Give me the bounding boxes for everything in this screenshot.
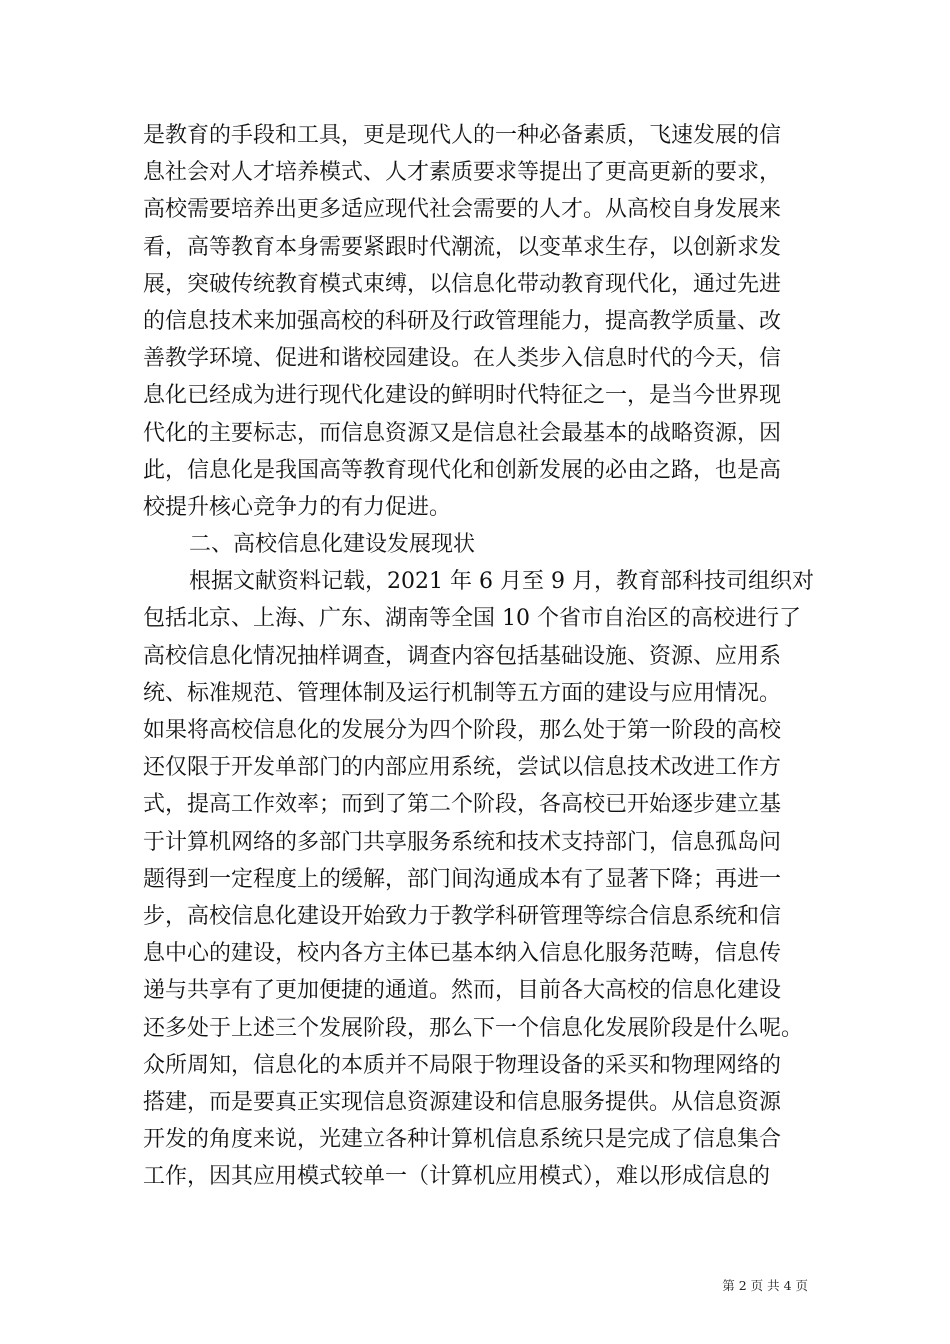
text-line: 校提升核心竞争力的有力促进。 (143, 494, 452, 520)
text-line: 善教学环境、促进和谐校园建设。在人类步入信息时代的今天，信 (143, 346, 782, 372)
text-line: 众所周知，信息化的本质并不局限于物理设备的采买和物理网络的 (143, 1052, 782, 1078)
text-line: 息化已经成为进行现代化建设的鲜明时代特征之一，是当今世界现 (143, 383, 782, 409)
text-line: 递与共享有了更加便捷的通道。然而，目前各大高校的信息化建设 (143, 978, 782, 1004)
text-line: 还仅限于开发单部门的内部应用系统，尝试以信息技术改进工作方 (143, 755, 782, 781)
text-line: 步，高校信息化建设开始致力于教学科研管理等综合信息系统和信 (143, 903, 782, 929)
body-text (143, 117, 814, 1195)
text-line: 搭建，而是要真正实现信息资源建设和信息服务提供。从信息资源 (143, 1089, 782, 1115)
page-number: 第 2 页 共 4 页 (722, 1278, 808, 1293)
text-line: 还多处于上述三个发展阶段，那么下一个信息化发展阶段是什么呢。 (143, 1015, 804, 1041)
text-line: 代化的主要标志，而信息资源又是信息社会最基本的战略资源，因 (143, 420, 782, 446)
text-line: 式，提高工作效率；而到了第二个阶段，各高校已开始逐步建立基 (143, 792, 782, 818)
text-line: 看，高等教育本身需要紧跟时代潮流，以变革求生存，以创新求发 (143, 234, 782, 260)
text-line: 工作，因其应用模式较单一（计算机应用模式），难以形成信息的 (143, 1164, 771, 1190)
text-line: 高校信息化情况抽样调查，调查内容包括基础设施、资源、应用系 (143, 643, 782, 669)
text-line: 如果将高校信息化的发展分为四个阶段，那么处于第一阶段的高校 (143, 718, 782, 743)
text-line: 息中心的建设，校内各方主体已基本纳入信息化服务范畴，信息传 (143, 941, 782, 967)
text-line: 统、标准规范、管理体制及运行机制等五方面的建设与应用情况。 (143, 680, 782, 706)
text-line: 息社会对人才培养模式、人才素质要求等提出了更高更新的要求， (143, 160, 782, 186)
text-line: 此，信息化是我国高等教育现代化和创新发展的必由之路，也是高 (143, 457, 782, 483)
text-line: 题得到一定程度上的缓解，部门间沟通成本有了显著下降；再进一 (143, 866, 782, 892)
text-line: 展，突破传统教育模式束缚，以信息化带动教育现代化，通过先进 (143, 271, 782, 297)
text-line: 高校需要培养出更多适应现代社会需要的人才。从高校自身发展来 (143, 197, 782, 223)
text-line: 的信息技术来加强高校的科研及行政管理能力，提高教学质量、改 (143, 308, 782, 334)
text-line: 是教育的手段和工具，更是现代人的一种必备素质，飞速发展的信 (143, 123, 782, 148)
text-line: 于计算机网络的多部门共享服务系统和技术支持部门，信息孤岛问 (143, 829, 782, 855)
text-line: 包括北京、上海、广东、湖南等全国 10 个省市自治区的高校进行了 (143, 606, 801, 632)
paragraph-first-line: 根据文献资料记载，2021 年 6 月至 9 月，教育部科技司组织对 (189, 569, 814, 595)
section-heading: 二、高校信息化建设发展现状 (189, 532, 476, 558)
text-line: 开发的角度来说，光建立各种计算机信息系统只是完成了信息集合 (143, 1127, 782, 1153)
